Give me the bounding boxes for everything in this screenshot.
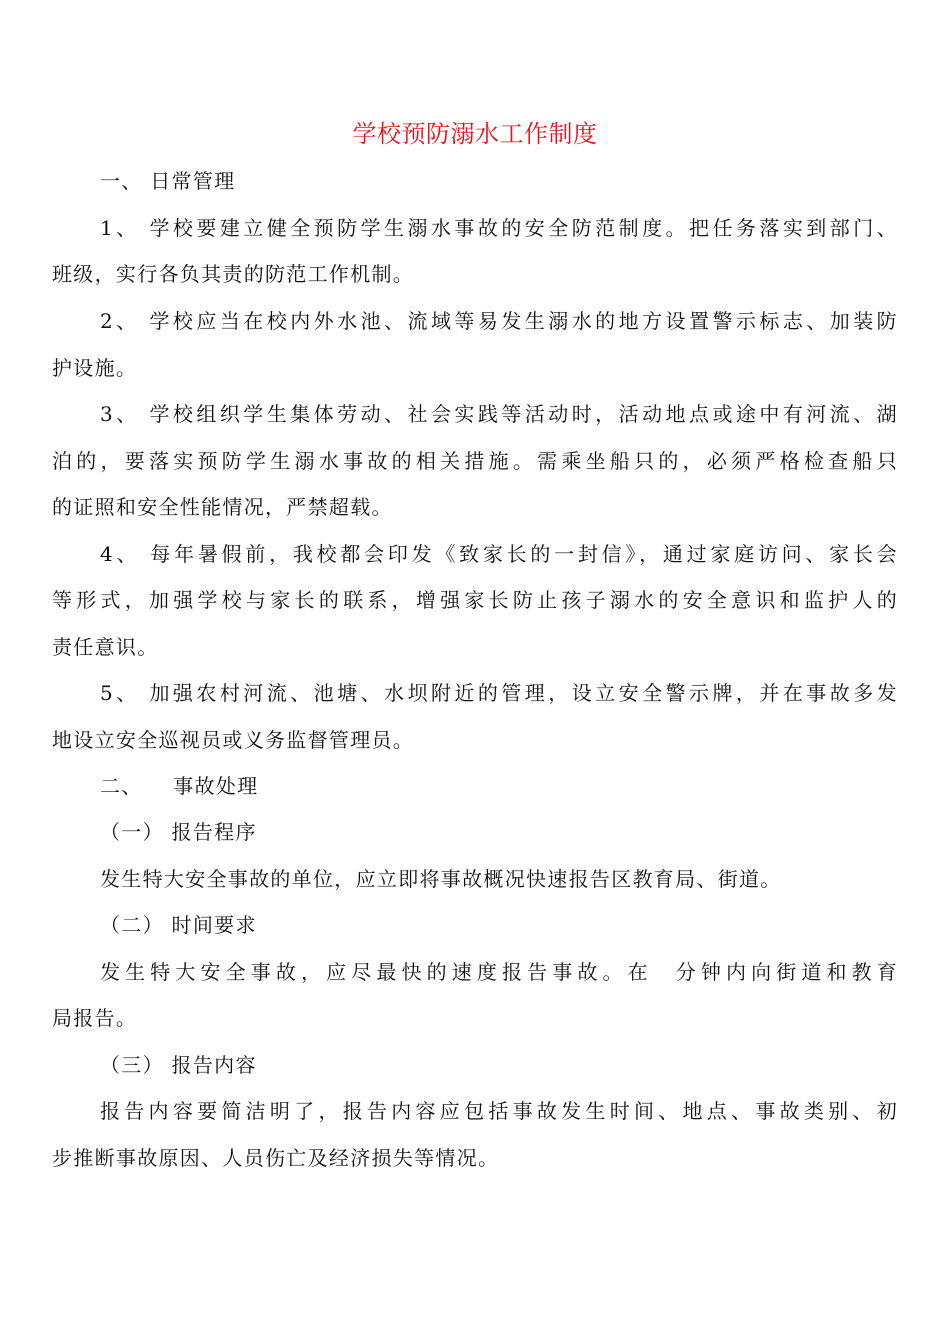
paragraph-line: 3、 学校组织学生集体劳动、社会实践等活动时，活动地点或途中有河流、湖: [100, 402, 898, 426]
document-title: 学校预防溺水工作制度: [352, 120, 598, 148]
paragraph-line: 的证照和安全性能情况，严禁超载。: [52, 495, 393, 519]
subsection-heading: （三） 报告内容: [100, 1053, 257, 1077]
paragraph-line: 5、 加强农村河流、池塘、水坝附近的管理，设立安全警示牌，并在事故多发: [100, 681, 898, 705]
paragraph-line: 责任意识。: [52, 635, 159, 659]
section-heading: 二、 事故处理: [100, 774, 259, 798]
paragraph-line: 地设立安全巡视员或义务监督管理员。: [52, 728, 415, 752]
paragraph-line: 发生特大安全事故的单位，应立即将事故概况快速报告区教育局、街道。: [100, 867, 782, 891]
paragraph-line: 班级，实行各负其责的防范工作机制。: [52, 262, 415, 286]
paragraph-line: 等形式，加强学校与家长的联系，增强家长防止孩子溺水的安全意识和监护人的: [52, 588, 898, 612]
paragraph-line: 护设施。: [52, 356, 138, 380]
section-heading: 一、 日常管理: [100, 169, 236, 193]
paragraph-line: 报告内容要简洁明了，报告内容应包括事故发生时间、地点、事故类别、初: [100, 1099, 898, 1123]
paragraph-line: 泊的，要落实预防学生溺水事故的相关措施。需乘坐船只的，必须严格检查船只: [52, 449, 898, 473]
paragraph-line: 步推断事故原因、人员伤亡及经济损失等情况。: [52, 1146, 500, 1170]
paragraph-line: 发生特大安全事故，应尽最快的速度报告事故。在 分钟内向街道和教育: [100, 960, 898, 984]
paragraph-line: 2、 学校应当在校内外水池、流域等易发生溺水的地方设置警示标志、加装防: [100, 309, 898, 333]
subsection-heading: （二） 时间要求: [100, 913, 257, 937]
paragraph-line: 1、 学校要建立健全预防学生溺水事故的安全防范制度。把任务落实到部门、: [100, 216, 898, 240]
subsection-heading: （一） 报告程序: [100, 820, 257, 844]
paragraph-line: 局报告。: [52, 1006, 138, 1030]
paragraph-line: 4、 每年暑假前，我校都会印发《致家长的一封信》，通过家庭访问、家长会: [100, 542, 898, 566]
